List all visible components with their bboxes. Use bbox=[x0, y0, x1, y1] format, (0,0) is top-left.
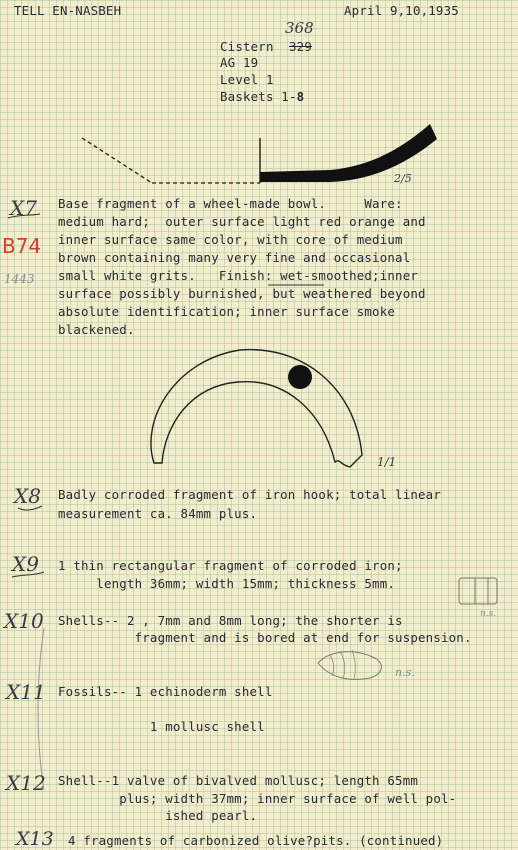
entry-number: X11 bbox=[6, 680, 46, 704]
site-name: TELL EN-NASBEH bbox=[14, 3, 122, 18]
bowl-profile-drawing bbox=[82, 124, 437, 183]
profile-scale: 2/5 bbox=[394, 172, 412, 185]
entry-line: Shells-- 2 , 7mm and 8mm long; the shorter is bbox=[58, 613, 403, 628]
entry-line: plus; width 37mm; inner surface of well pol- bbox=[58, 791, 457, 806]
record-date: April 9,10,1935 bbox=[344, 3, 459, 18]
fragment-sketch bbox=[459, 578, 497, 604]
entry-line: absolute identification; inner surface smoke bbox=[58, 304, 396, 319]
cistern-old-number: 329 bbox=[289, 39, 312, 54]
entry-line: small white grits. Finish: wet-smoothed;inner bbox=[58, 268, 419, 283]
entry-line: measurement ca. 84mm plus. bbox=[58, 506, 258, 521]
fragment-note: n.s. bbox=[480, 609, 497, 619]
entry-line: brown containing many very fine and occasional bbox=[58, 250, 411, 265]
entry-line: Fossils-- 1 echinoderm shell bbox=[58, 684, 273, 699]
shell-note: n.s. bbox=[395, 666, 415, 679]
entry-line: 1 mollusc shell bbox=[58, 719, 265, 734]
entry-number: X12 bbox=[6, 771, 46, 795]
entry-number: X13 bbox=[16, 828, 54, 850]
entry-line: 4 fragments of carbonized olive?pits. (continued) bbox=[68, 833, 444, 848]
entry-line: 1 thin rectangular fragment of corroded iron; bbox=[58, 558, 403, 573]
entry-line: ished pearl. bbox=[58, 808, 258, 823]
baskets-number: 8 bbox=[296, 89, 305, 104]
entry-number: X8 bbox=[14, 484, 41, 508]
entry-line: Base fragment of a wheel-made bowl. Ware: bbox=[58, 196, 403, 211]
iron-hook-drawing bbox=[151, 350, 362, 467]
entry-line: Badly corroded fragment of iron hook; total linear bbox=[58, 487, 441, 502]
shell-sketch bbox=[318, 650, 381, 680]
baskets-prefix: Baskets 1- bbox=[220, 89, 297, 104]
entry-line: medium hard; outer surface light red orange and bbox=[58, 214, 426, 229]
area-label: AG 19 bbox=[220, 55, 259, 70]
level-label: Level 1 bbox=[220, 72, 274, 87]
cistern-new-number: 368 bbox=[285, 19, 314, 37]
hook-scale: 1/1 bbox=[377, 455, 397, 469]
entry-line: inner surface same color, with core of medium bbox=[58, 232, 403, 247]
margin-pencil-number: 1443 bbox=[4, 272, 35, 286]
entry-number: X7 bbox=[10, 196, 37, 220]
margin-red-number: B74 bbox=[2, 234, 42, 258]
cistern-label: Cistern bbox=[220, 39, 274, 54]
entry-number: X10 bbox=[4, 609, 44, 633]
entry-number: X9 bbox=[12, 552, 39, 576]
entry-line: fragment and is bored at end for suspension. bbox=[58, 630, 472, 645]
entry-line: Shell--1 valve of bivalved mollusc; length 65mm bbox=[58, 773, 419, 788]
entry-line: length 36mm; width 15mm; thickness 5mm. bbox=[58, 576, 396, 591]
entry-line: blackened. bbox=[58, 322, 135, 337]
entry-line: surface possibly burnished, but weathered beyond bbox=[58, 286, 426, 301]
